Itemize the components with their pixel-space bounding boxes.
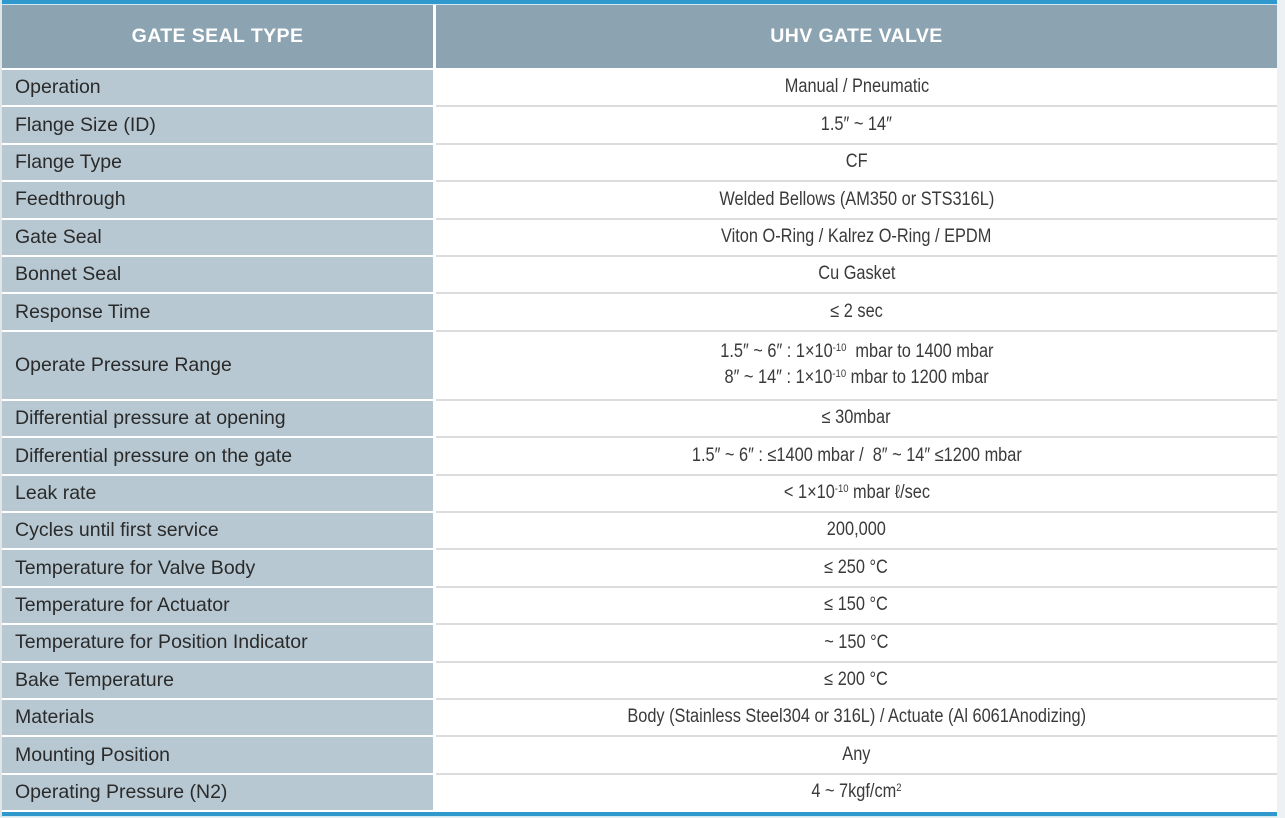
row-value: 1.5″ ~ 6″ : $1\times 10^{-10}$ mbar to 1400 mbar 8″ ~ 14″ : $1\times 10^{-10}$ mbar to 1200 mbar (436, 330, 1277, 399)
row-label: Differential pressure on the gate (2, 436, 436, 473)
row-label: Temperature for Position Indicator (2, 623, 436, 660)
table-row (2, 698, 1277, 735)
row-label: Differential pressure at opening (2, 399, 436, 436)
table-row (2, 180, 1277, 217)
bottom-accent-subline (2, 816, 1277, 817)
row-value: Welded Bellows (AM350 or STS316L) (436, 180, 1277, 217)
table-row (2, 661, 1277, 698)
table-header-row (2, 5, 1277, 68)
row-value: ≤ 250 °C (436, 548, 1277, 585)
row-value: 1.5″ ~ 6″ : ≤1400 mbar / 8″ ~ 14″ ≤1200 mbar (436, 436, 1277, 473)
row-label: Bonnet Seal (2, 255, 436, 292)
row-value: ≤ 150 °C (436, 586, 1277, 623)
row-label: Feedthrough (2, 180, 436, 217)
row-label: Flange Type (2, 143, 436, 180)
column-header-gate-seal-type: GATE SEAL TYPE (2, 5, 436, 68)
table-row (2, 399, 1277, 436)
table-row (2, 474, 1277, 511)
table-row (2, 548, 1277, 585)
row-label: Gate Seal (2, 218, 436, 255)
row-label: Operating Pressure (N2) (2, 773, 436, 810)
table-row (2, 68, 1277, 105)
table-row (2, 623, 1277, 660)
table-row (2, 773, 1277, 810)
spec-table-body (2, 68, 1277, 810)
row-value: 1.5″ ~ 14″ (436, 105, 1277, 142)
row-label: Temperature for Actuator (2, 586, 436, 623)
table-row (2, 330, 1277, 399)
row-label: Cycles until first service (2, 511, 436, 548)
row-label: Operation (2, 68, 436, 105)
column-header-uhv-gate-valve: UHV GATE VALVE (436, 5, 1277, 68)
table-row (2, 143, 1277, 180)
row-label: Mounting Position (2, 735, 436, 772)
row-value: ≤ 200 °C (436, 661, 1277, 698)
row-label: Operate Pressure Range (2, 330, 436, 399)
table-row (2, 436, 1277, 473)
row-label: Response Time (2, 292, 436, 329)
row-value: Cu Gasket (436, 255, 1277, 292)
row-value: ~ 150 °C (436, 623, 1277, 660)
row-value: < $1\times 10^{-10}$ mbar ℓ/sec (436, 474, 1277, 511)
table-row (2, 511, 1277, 548)
table-row (2, 735, 1277, 772)
row-value: CF (436, 143, 1277, 180)
row-label: Materials (2, 698, 436, 735)
row-value: Any (436, 735, 1277, 772)
row-value: ≤ 30mbar (436, 399, 1277, 436)
row-value: ≤ 2 sec (436, 292, 1277, 329)
table-row (2, 255, 1277, 292)
table-row (2, 218, 1277, 255)
row-value: 4 ~ $7kgf/cm^2$ (436, 773, 1277, 810)
row-value: 200,000 (436, 511, 1277, 548)
table-row (2, 586, 1277, 623)
row-label: Temperature for Valve Body (2, 548, 436, 585)
table-row (2, 292, 1277, 329)
row-value: Viton O-Ring / Kalrez O-Ring / EPDM (436, 218, 1277, 255)
row-value: Body (Stainless Steel304 or 316L) / Actuate (Al 6061Anodizing) (436, 698, 1277, 735)
row-label: Leak rate (2, 474, 436, 511)
table-row (2, 105, 1277, 142)
row-value: Manual / Pneumatic (436, 68, 1277, 105)
row-label: Flange Size (ID) (2, 105, 436, 142)
row-label: Bake Temperature (2, 661, 436, 698)
